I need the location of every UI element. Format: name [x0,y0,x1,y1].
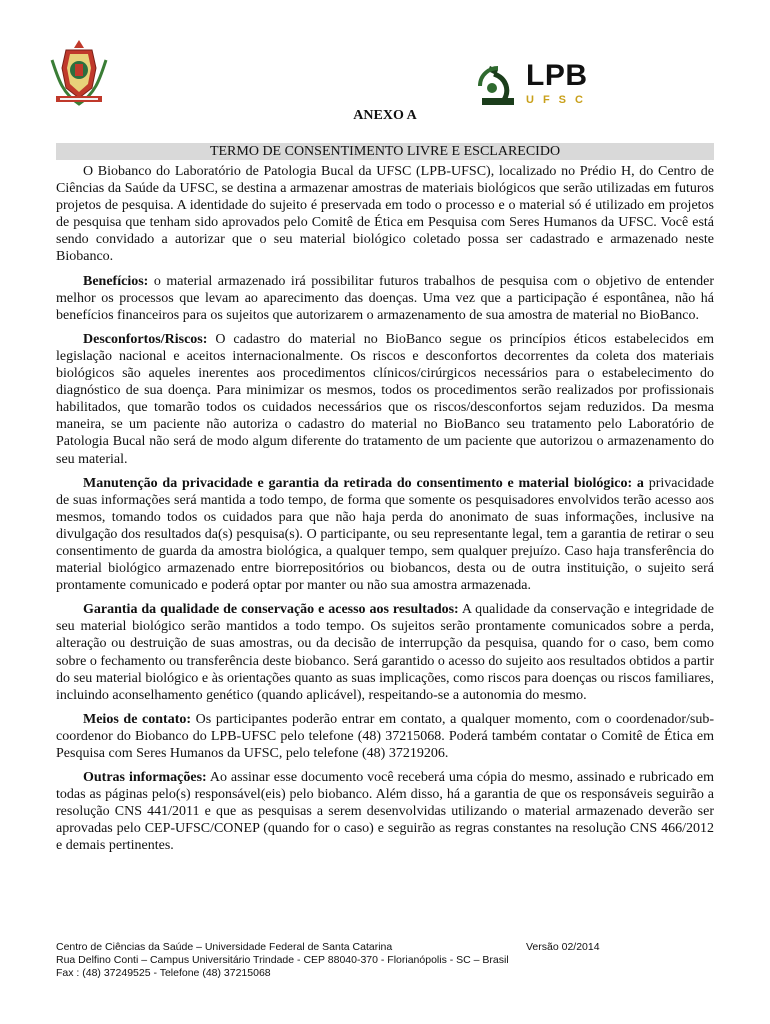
footer-phone: Fax : (48) 37249525 - Telefone (48) 37215068 [56,967,271,979]
section-text: Os participantes poderão entrar em contato, a qualquer momento, com o coordenador/sub-coordenor do Biobanco do LPB-UFSC pelo telefone (48) 37215068. Poderá também contatar o Comitê de Ética em Pesquisa com Seres Humanos da UFSC, pelo telefone (48) 37219206. [56,711,714,761]
section-heading: Outras informações: [83,770,207,786]
logo-ufsc-text: UFSC [526,94,592,106]
section-quality [56,601,714,704]
document-title: TERMO DE CONSENTIMENTO LIVRE E ESCLARECIDO [56,143,714,160]
section-risks [56,331,714,468]
annex-label: ANEXO A [353,108,417,123]
section-privacy [56,475,714,595]
footer-institution: Centro de Ciências da Saúde – Universidade Federal de Santa Catarina [56,941,393,953]
section-contact [56,711,714,762]
intro-paragraph: O Biobanco do Laboratório de Patologia Bucal da UFSC (LPB-UFSC), localizado no Prédio H, do Centro de Ciências da Saúde da UFSC, se destina a armazenar amostras de materiais biológicos que serão utilizadas em futuros projetos de pesquisa. A identidade do sujeito é preservada em todo o processo e o material só é utilizado em projetos de pesquisa que tenham sido aprovados pelo Comitê de Ética em Pesquisa com Seres Humanos da UFSC. Você está sendo convidado a autorizar que o seu material biológico coletado possa ser cadastrado e armazenado neste Biobanco. [56,164,714,265]
section-benefits [56,273,714,324]
state-coat-of-arms-icon [48,38,110,108]
document-body [56,163,714,862]
section-heading: Meios de contato: [83,711,192,727]
footer-address: Rua Delfino Conti – Campus Universitário Trindade - CEP 88040-370 - Florianópolis - SC – Brasil [56,954,509,966]
section-text: O cadastro do material no BioBanco segue os princípios éticos estabelecidos em legislação nacional e aceitos internacionalmente. Os riscos e desconfortos decorrentes da coleta dos materiais biológicos são aqueles inerentes aos procedimentos clínicos/cirúrgicos necessários para o estabelecimento do diagnóstico de sua doença. Para minimizar os mesmos, todos os procedimentos serão realizados por profissionais habilitados, que tomarão todos os cuidados necessários que os riscos/desconfortos sejam reduzidos. Da mesma maneira, se um paciente não autoriza o cadastro do material no BioBanco seu tratamento pelo Laboratório de Patologia Bucal não será de modo algum diferente do tratamento de um paciente que autorizou o armazenamento do seu material. [56,331,714,467]
section-heading: Benefícios: [83,273,149,289]
section-heading: Manutenção da privacidade e garantia da retirada do consentimento e material biológico: a [83,475,644,491]
section-heading: Desconfortos/Riscos: [83,331,208,347]
section-text: A qualidade da conservação e integridade de seu material biológico serão mantidos a todo tempo. Os sujeitos serão prontamente comunicados sobre a perda, alteração ou destruição de suas amostras, ou da decisão de interrupção da pesquisa, quando for o caso, bem como sobre o fechamento ou transferência deste biobanco. Será garantido o acesso do sujeito aos resultados obtidos a partir do seu material biológico e às orientações quanto as suas implicações, como riscos para doenças ou riscos familiares, incluindo aconselhamento genético (quando aplicável), respeitando-se a autonomia do mesmo. [56,602,714,703]
section-text: Ao assinar esse documento você receberá uma cópia do mesmo, assinado e rubricado em todas as páginas pelo(s) responsável(eis) pelo biobanco. Além disso, há a garantia de que os responsáveis seguirão a resolução CNS 441/2011 e que as pesquisas a serem desenvolvidas utilizando o material armazenado deverão ser aprovadas pelo CEP-UFSC/CONEP (quando for o caso) e seguirão as regras constantes na resolução CNS 466/2012 e demais pertinentes. [56,770,714,854]
section-text: o material armazenado irá possibilitar futuros trabalhos de pesquisa com o objetivo de entender melhor os processos que levam ao aparecimento das doenças. Uma vez que a participação é espontânea, não há benefícios financeiros para os sujeitos que autorizarem o armazenamento de sua amostra de material no BioBanco. [56,273,714,323]
logo-lpb-text: LPB [526,59,588,92]
page-footer [56,941,616,980]
section-other [56,769,714,854]
section-text: privacidade de suas informações será mantida a todo tempo, de forma que somente os pesquisadores envolvidos terão acesso aos mesmos, tomando todos os cuidados para que não haja perda do anonimato de suas informações, inclusive na divulgação dos resultados da(s) pesquisa(s). O participante, ou seu representante legal, tem a garantia de retirar o seu consentimento de guarda da amostra biológica, a qualquer tempo, sem qualquer prejuízo. Caso haja transferência do material biológico armazenado entre biorrepositórios ou biobancos, desta ou de outra instituição, o sujeito será prontamente comunicado e poderá optar por manter ou não sua amostra armazenada. [56,475,715,594]
section-heading: Garantia da qualidade de conservação e acesso aos resultados: [83,602,459,618]
footer-version: Versão 02/2014 [526,941,600,953]
